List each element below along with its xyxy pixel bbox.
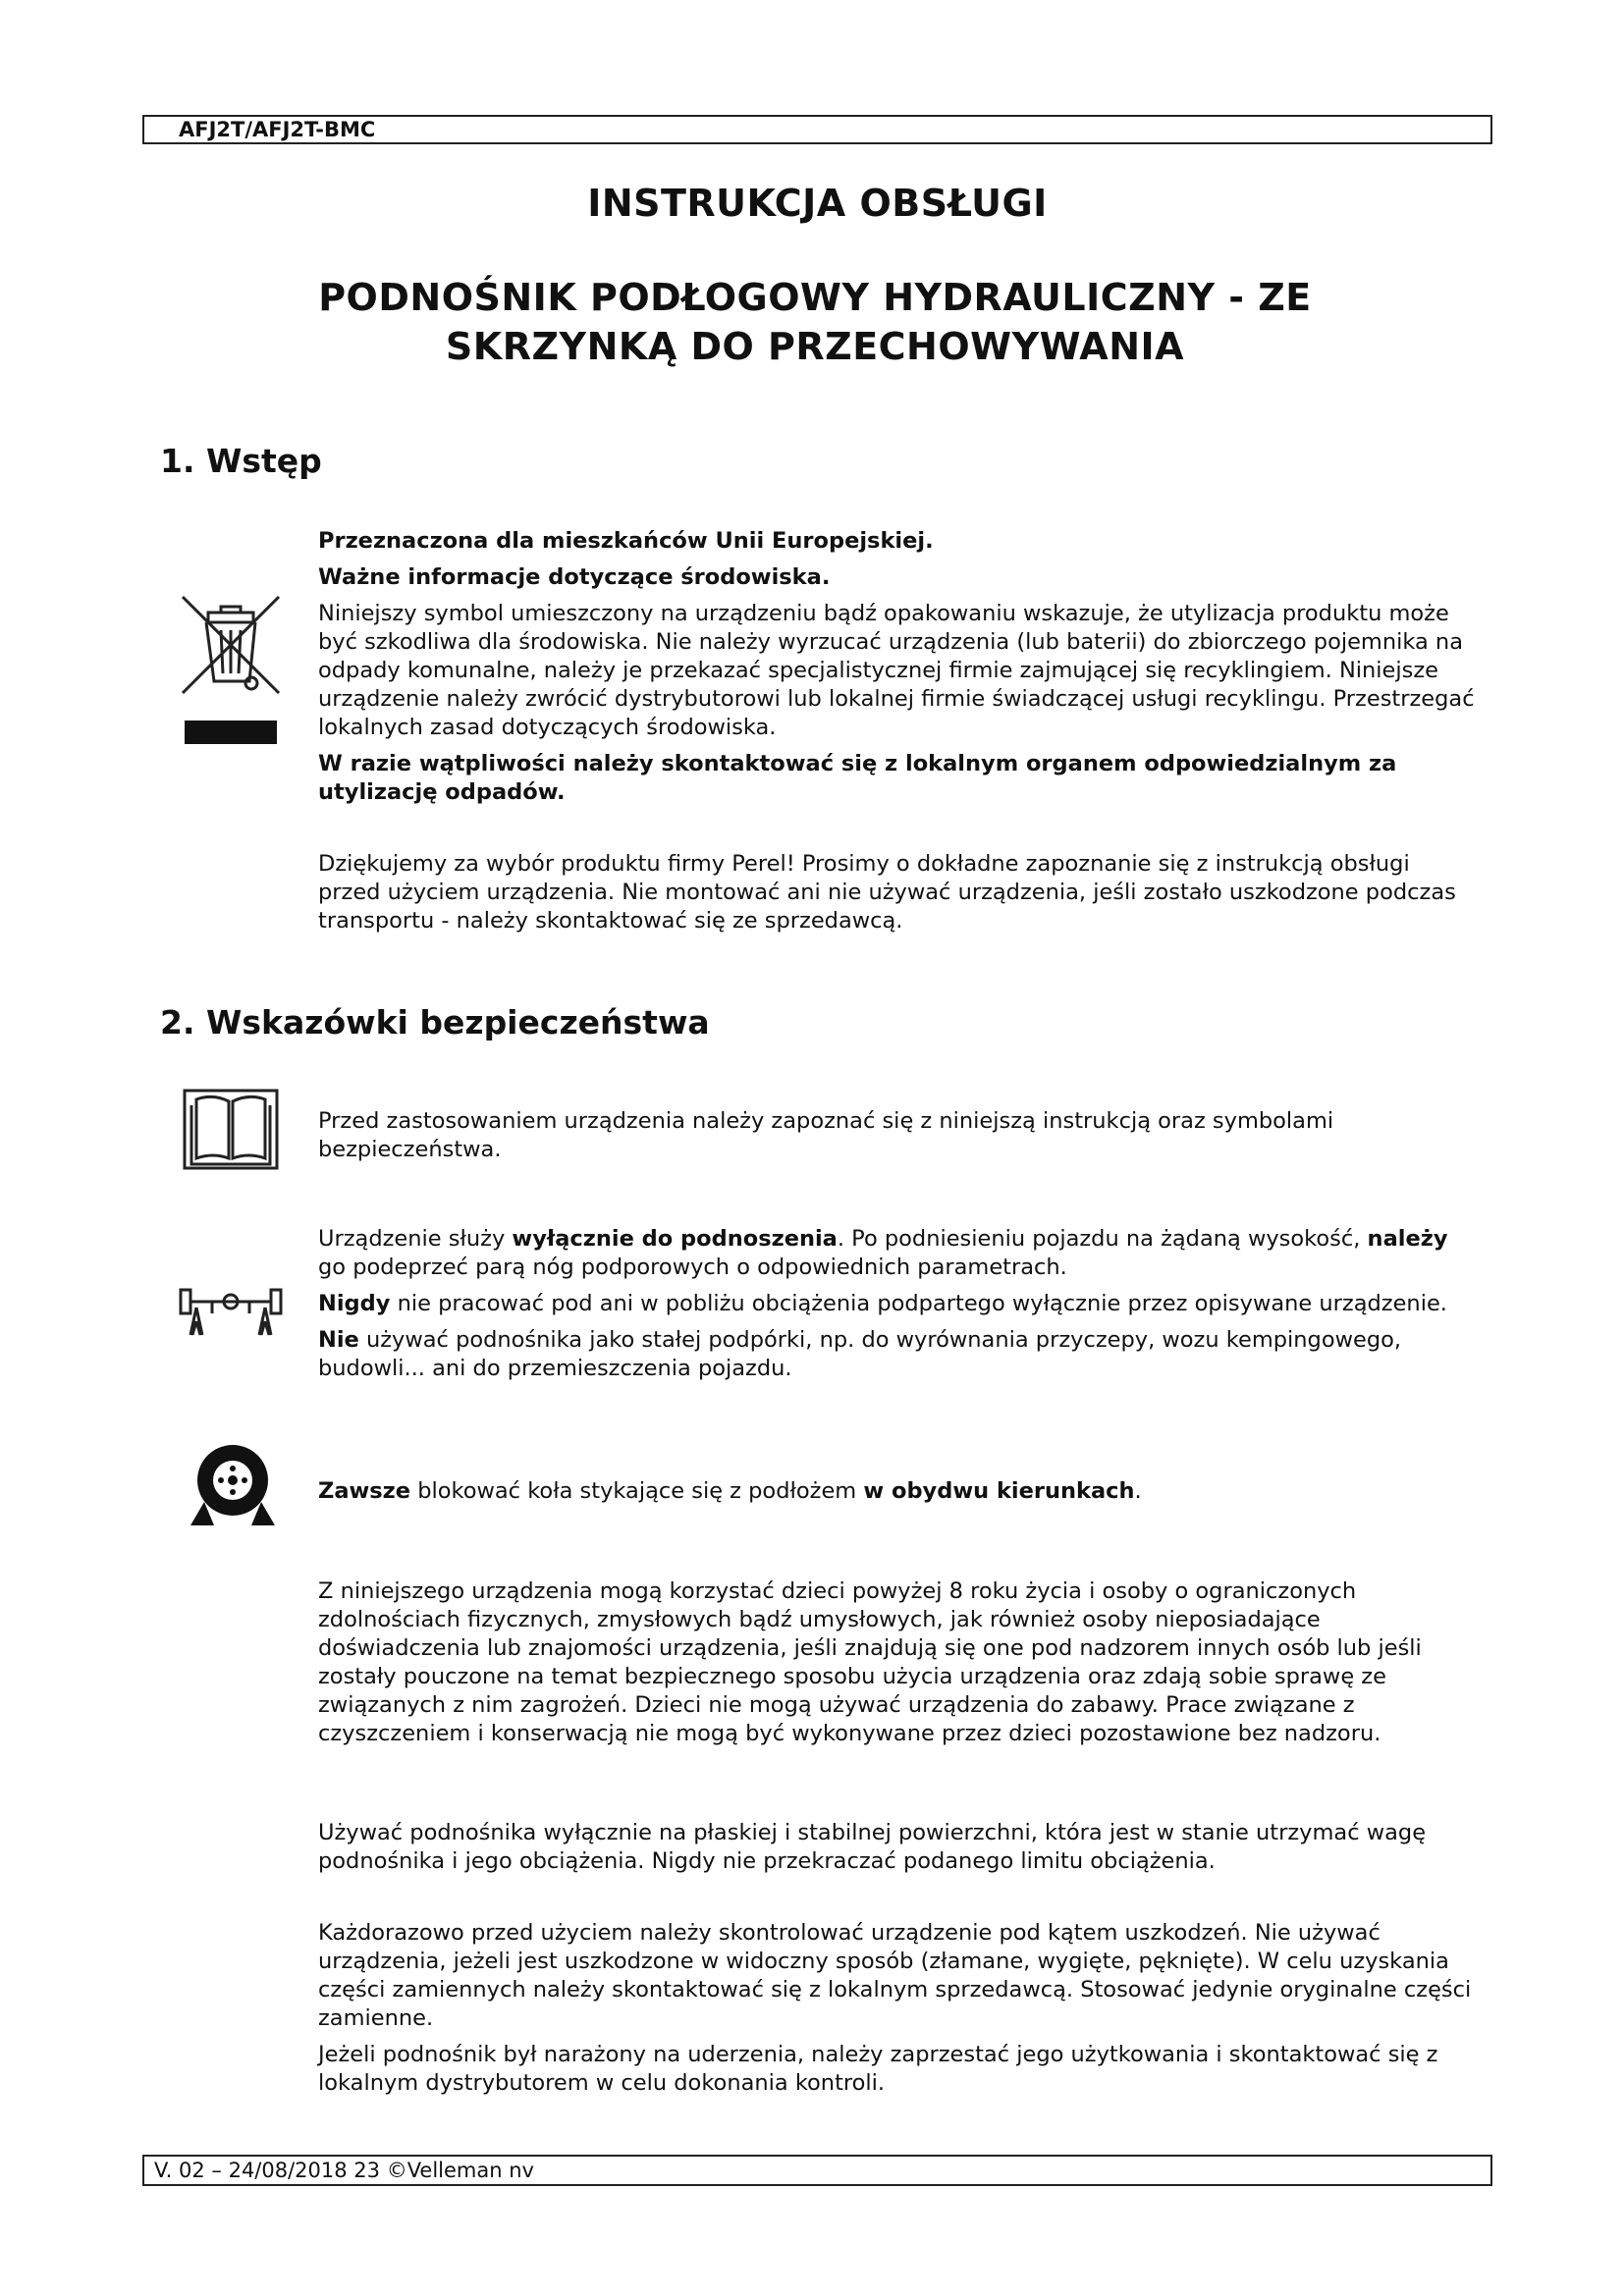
section-1-heading: 1. Wstęp bbox=[160, 442, 322, 480]
model-number: AFJ2T/AFJ2T-BMC bbox=[179, 118, 376, 141]
jack-stands-icon bbox=[177, 1284, 285, 1343]
inspection-text: Każdorazowo przed użyciem należy skontrolować urządzenie pod kątem uszkodzeń. Nie używać urządzenia, jeżeli jest uszkodzone w widoczny sposób (złamane, wygięte, pęknięte). W celu uzyskania części zamiennych należy skontaktować się z lokalnym sprzedawcą. Stosować jedynie oryginalne części zamienne. bbox=[318, 1920, 1472, 2031]
doubt-text: W razie wątpliwości należy skontaktować się z lokalnym organem odpowiedzialnym za utylizację odpadów. bbox=[318, 751, 1397, 805]
impact-text: Jeżeli podnośnik był narażony na uderzenia, należy zaprzestać jego użytkowania i skontaktować się z lokalnym dystrybutorem w celu dokonania kontroli. bbox=[318, 2042, 1438, 2096]
wheel-chock-icon bbox=[189, 1441, 277, 1529]
surface-text: Używać podnośnika wyłącznie na płaskiej i stabilnej powierzchni, która jest w stanie utrzymać wagę podnośnika i jego obciążenia. Nigdy nie przekraczać podanego limitu obciążenia. bbox=[318, 1820, 1427, 1874]
lifting-text-3: Nie używać podnośnika jako stałej podpórki, np. do wyrównania przyczepy, wozu kempingowego, budowli... ani do przemieszczenia pojazdu. bbox=[318, 1327, 1402, 1381]
document-title: INSTRUKCJA OBSŁUGI bbox=[587, 182, 1048, 225]
surface-block bbox=[318, 1819, 1477, 1884]
lifting-block bbox=[318, 1225, 1477, 1391]
subtitle-line-2: SKRZYNKĄ DO PRZECHOWYWANIA bbox=[445, 325, 1185, 368]
weee-bin-icon bbox=[177, 591, 285, 748]
environment-block bbox=[318, 527, 1477, 815]
lifting-text-2: Nigdy nie pracować pod ani w pobliżu obciążenia podpartego wyłącznie przez opisywane urządzenie. bbox=[318, 1291, 1447, 1316]
thanks-text: Dziękujemy za wybór produktu firmy Perel! Prosimy o dokładne zapoznanie się z instrukcją obsługi przed użyciem urządzenia. Nie montować ani nie używać urządzenia, jeśli zostało uszkodzone podczas transportu - należy skontaktować się ze sprzedawcą. bbox=[318, 851, 1456, 934]
thanks-block bbox=[318, 850, 1477, 943]
read-manual-text: Przed zastosowaniem urządzenia należy zapoznać się z niniejszą instrukcją oraz symbolami bezpieczeństwa. bbox=[318, 1108, 1334, 1162]
footer-text: V. 02 – 24/08/2018 23 ©Velleman nv bbox=[154, 2159, 534, 2182]
section-2-heading: 2. Wskazówki bezpieczeństwa bbox=[160, 1003, 710, 1041]
read-manual-block bbox=[318, 1107, 1477, 1172]
wheels-text: Zawsze blokować koła stykające się z podłożem w obydwu kierunkach. bbox=[318, 1478, 1142, 1504]
page-footer bbox=[142, 2155, 1492, 2186]
children-text: Z niniejszego urządzenia mogą korzystać dzieci powyżej 8 roku życia i osoby o ograniczonych zdolnościach fizycznych, zmysłowych bądź umysłowych, jak również osoby nieposiadające doświadczenia lub znajomości urządzenia, jeśli znajdują się one pod nadzorem innych osób lub jeśli zostały pouczone na temat bezpiecznego sposobu użycia urządzenia oraz zdają sobie sprawę ze związanych z nim zagrożeń. Dzieci nie mogą używać urządzenia do zabawy. Prace związane z czyszczeniem i konserwacją nie mogą być wykonywane przez dzieci pozostawione bez nadzoru. bbox=[318, 1578, 1422, 1746]
environment-heading: Ważne informacje dotyczące środowiska. bbox=[318, 564, 831, 590]
subtitle-line-1: PODNOŚNIK PODŁOGOWY HYDRAULICZNY - ZE bbox=[318, 276, 1312, 319]
wheels-block bbox=[318, 1477, 1477, 1514]
eu-residents-line: Przeznaczona dla mieszkańców Unii Europejskiej. bbox=[318, 528, 934, 554]
lifting-text-1: Urządzenie służy wyłącznie do podnoszenia. Po podniesieniu pojazdu na żądaną wysokość, należy go podeprzeć parą nóg podporowych o odpowiednich parametrach. bbox=[318, 1226, 1448, 1280]
children-block bbox=[318, 1577, 1477, 1756]
page-header bbox=[142, 115, 1492, 144]
document-subtitle bbox=[226, 273, 1404, 371]
inspection-block bbox=[318, 1919, 1477, 2106]
environment-text: Niniejszy symbol umieszczony na urządzeniu bądź opakowaniu wskazuje, że utylizacja produktu może być szkodliwa dla środowiska. Nie należy wyrzucać urządzenia (lub baterii) do zbiorczego pojemnika na odpady komunalne, należy je przekazać specjalistycznej firmie zajmującej się recyklingiem. Niniejsze urządzenie należy zwrócić dystrybutorowi lub lokalnej firmie świadczącej usługi recyklingu. Przestrzegać lokalnych zasad dotyczących środowiska. bbox=[318, 601, 1475, 740]
read-manual-icon bbox=[182, 1088, 280, 1171]
